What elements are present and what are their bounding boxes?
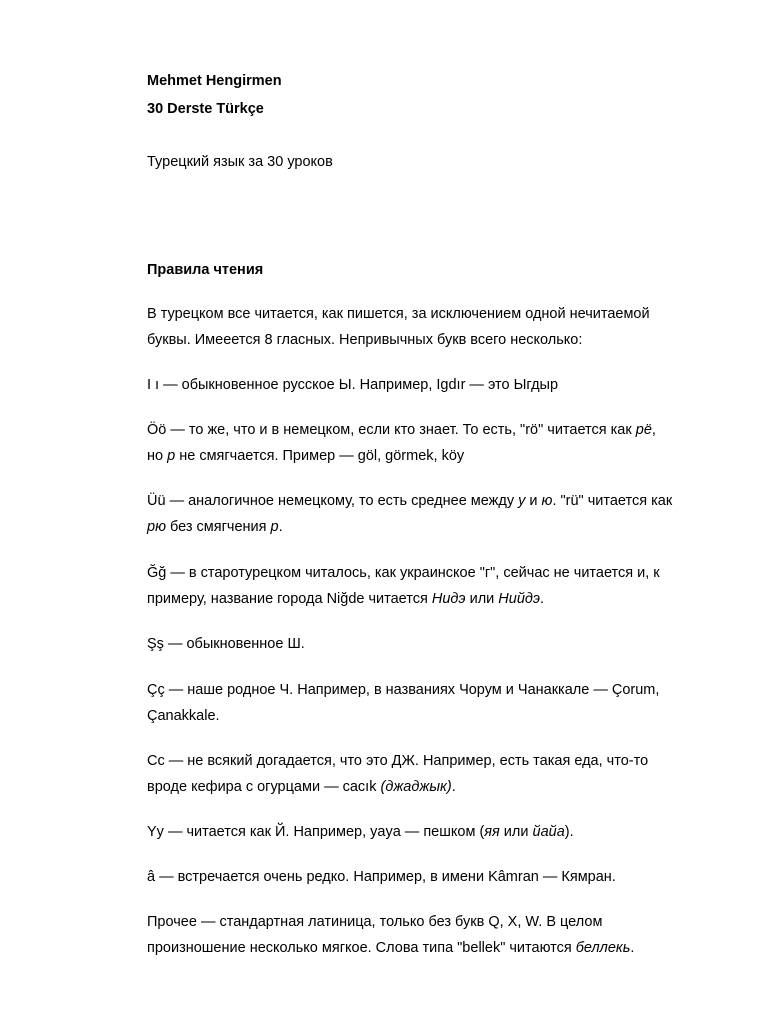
book-subtitle: Турецкий язык за 30 уроков	[147, 154, 333, 170]
text-span: без смягчения	[165, 519, 271, 535]
text-span: .	[540, 591, 545, 607]
text-span: .	[278, 519, 283, 535]
italic-span: рё	[635, 422, 652, 438]
italic-span: рю	[147, 519, 166, 535]
text-span: . "rü" читается как	[552, 493, 673, 509]
text-span: и	[525, 493, 542, 509]
italic-span: ю	[541, 493, 553, 509]
rule-ch-line-2: Çanakkale.	[147, 708, 220, 724]
italic-span: Нийдэ	[498, 591, 541, 607]
book-title: 30 Derste Türkçe	[147, 101, 264, 117]
italic-span: (джаджык)	[380, 779, 452, 795]
italic-span: Нидэ	[431, 591, 466, 607]
rule-u-line-1	[147, 492, 672, 510]
text-span: Öö — то же, что и в немецком, если кто знает. То есть, "rö" читается как	[147, 422, 636, 438]
text-span: не смягчается. Пример — göl, görmek, köy	[175, 448, 465, 464]
text-span: но	[147, 448, 168, 464]
intro-line-2: буквы. Имееется 8 гласных. Непривычных букв всего несколько:	[147, 332, 583, 348]
italic-span: йайа	[532, 824, 565, 840]
text-span: или	[499, 824, 533, 840]
text-span: ,	[651, 422, 656, 438]
italic-span: яя	[484, 824, 500, 840]
rule-i-line-1: I ı — обыкновенное русское Ы. Например, Igdır — это Ыгдыр	[147, 377, 559, 393]
rule-o-line-2	[147, 447, 464, 465]
text-span: примеру, название города Niğde читается	[147, 591, 432, 607]
rule-g-line-2	[147, 590, 544, 608]
intro-line-1: В турецком все читается, как пишется, за исключением одной нечитаемой	[147, 306, 650, 322]
rule-s-line-1: Şş — обыкновенное Ш.	[147, 636, 305, 652]
text-span: Üü — аналогичное немецкому, то есть среднее между	[147, 493, 519, 509]
section-title: Правила чтения	[147, 262, 264, 278]
author-name: Mehmet Hengirmen	[147, 73, 282, 89]
italic-span: р	[167, 448, 176, 464]
text-span: Yy — читается как Й. Например, yaya — пешком (	[147, 824, 485, 840]
italic-span: у	[518, 493, 526, 509]
rule-y-line-1	[147, 823, 574, 841]
rule-other-line-1: Прочее — стандартная латиница, только без букв Q, X, W. В целом	[147, 914, 603, 930]
text-span: ).	[564, 824, 574, 840]
rule-u-line-2	[147, 518, 283, 536]
text-span: или	[465, 591, 499, 607]
rule-c-line-1: Cc — не всякий догадается, что это ДЖ. Например, есть такая еда, что-то	[147, 753, 649, 769]
text-span: вроде кефира с огурцами — cacık	[147, 779, 381, 795]
text-span: .	[451, 779, 456, 795]
rule-c-line-2	[147, 778, 456, 796]
rule-ch-line-1: Çç — наше родное Ч. Например, в названиях Чорум и Чанаккале — Çorum,	[147, 682, 660, 698]
rule-o-line-1	[147, 421, 656, 439]
italic-span: р	[270, 519, 279, 535]
italic-span: беллекь	[575, 940, 631, 956]
rule-g-line-1: Ğğ — в старотурецком читалось, как украинское "г", сейчас не читается и, к	[147, 565, 660, 581]
rule-a-line-1: â — встречается очень редко. Например, в имени Kâmran — Кямран.	[147, 869, 616, 885]
text-span: произношение несколько мягкое. Слова типа "bellek" читаются	[147, 940, 576, 956]
text-span: .	[630, 940, 635, 956]
rule-other-line-2	[147, 939, 634, 957]
